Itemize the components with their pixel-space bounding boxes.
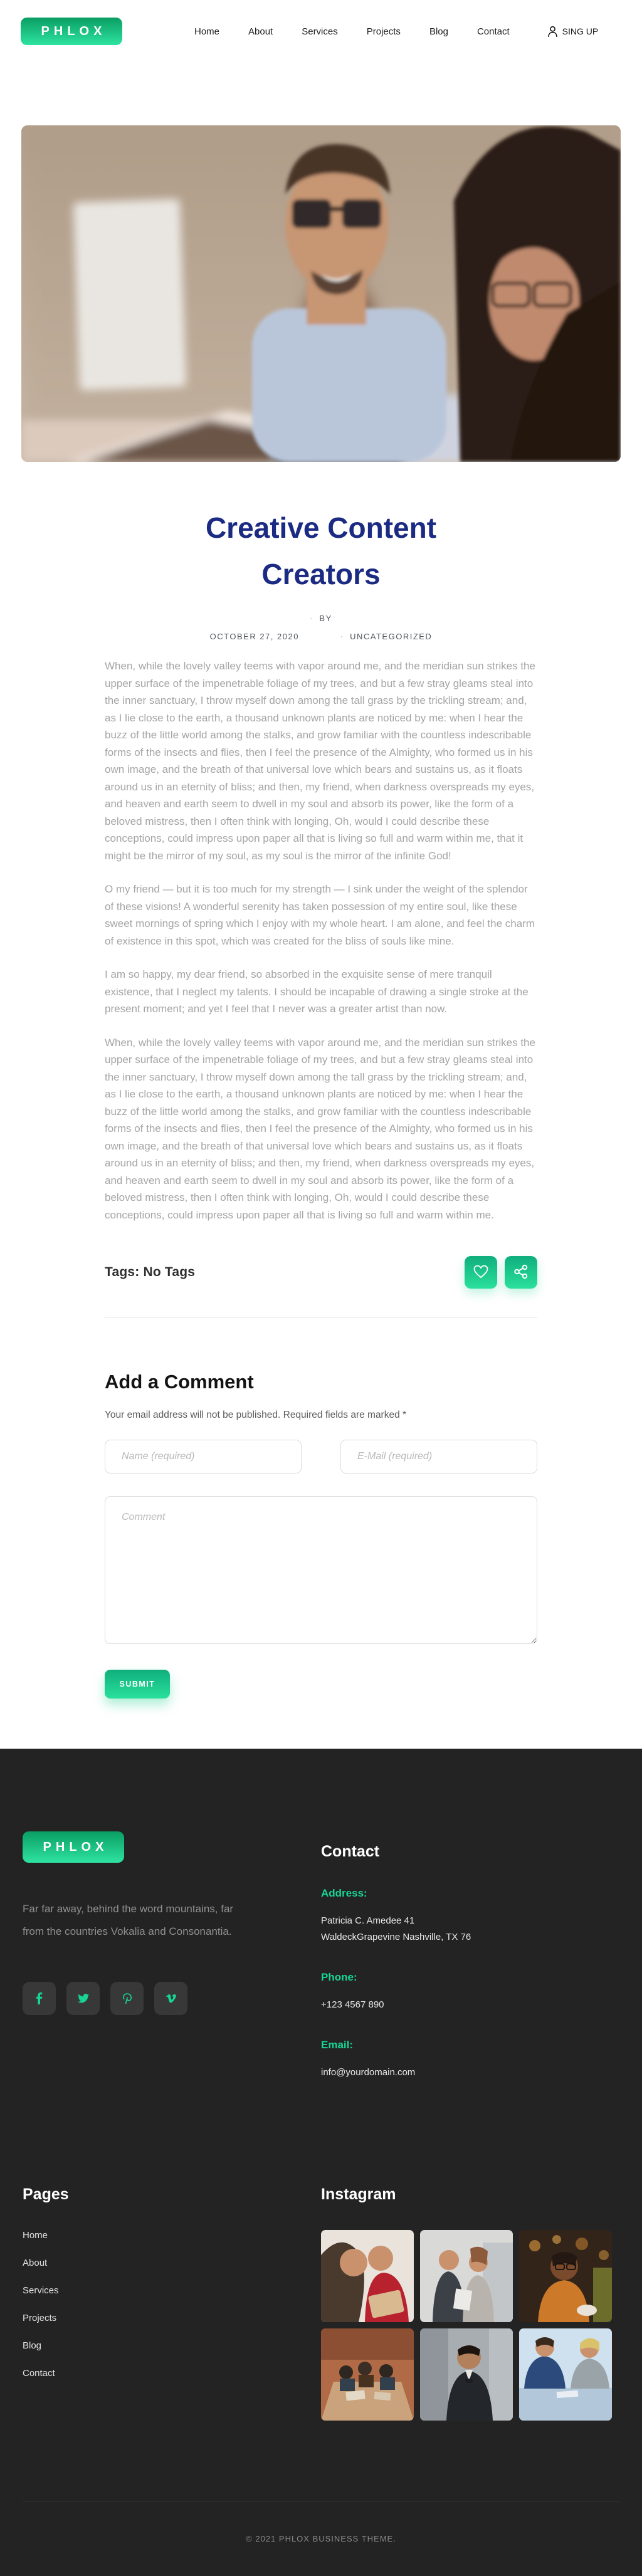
tags-label: Tags: No Tags <box>105 1265 196 1279</box>
tags-row <box>105 1256 537 1289</box>
site-footer <box>0 1749 642 2576</box>
section-divider <box>105 1317 537 1318</box>
hero-section <box>0 125 642 462</box>
phone-value: +123 4567 890 <box>321 1999 384 2010</box>
post-paragraph: When, while the lovely valley teems with vapor around me, and the meridian sun strikes the upper surface of the impenetrable foliage of my trees, and but a few stray gleams steal into the inner sanctuary, I throw myself down among the tall grass by the trickling stream; and, as I lie close to the earth, a thousand unknown plants are noticed by me: when I hear the buzz of the little world among the stalks, and grow familiar with the countless indescribable forms of the insects and flies, then I feel the presence of the Almighty, who formed us in his own image, and the breath of that universal love which bears and sustains us, as it floats around us in an eternity of bliss; and then, my friend, when darkness overspreads my eyes, and heaven and earth seem to dwell in my soul and absorb its power, like the form of a beloved mistress, then I often think with longing, Oh, would I could describe these conceptions, could impress upon paper all that is living so full and warm within me, that it might be the mirror of my soul, as my soul is the mirror of the infinite God! <box>105 660 535 862</box>
instagram-grid <box>321 2230 619 2421</box>
site-header <box>0 0 642 63</box>
main-nav <box>194 26 510 37</box>
heart-icon <box>473 1265 488 1280</box>
post-meta-date-row <box>105 632 537 641</box>
sign-up-label: SING UP <box>562 26 599 36</box>
instagram-photo-table-pair[interactable] <box>519 2328 612 2421</box>
comments-heading: Add a Comment <box>105 1371 254 1393</box>
post-actions <box>465 1256 537 1289</box>
meta-bullet: · <box>340 632 344 641</box>
post-title: Creative Content Creators <box>205 511 437 590</box>
post-meta-author-row <box>105 614 537 623</box>
meta-bullet: · <box>310 614 313 622</box>
address-value <box>321 1914 619 1945</box>
comment-form <box>105 1440 537 1699</box>
address-line-2: WaldeckGrapevine Nashville, TX 76 <box>321 1932 471 1942</box>
email-field[interactable] <box>340 1440 537 1474</box>
footer-logo[interactable]: PHLOX <box>23 1831 124 1863</box>
vimeo-icon[interactable] <box>154 1982 187 2015</box>
post-paragraph: O my friend — but it is too much for my strength — I sink under the weight of the splendor of these visions! A wonderful serenity has taken possession of my entire soul, like these sweet mornings of spring which I enjoy with my whole heart. I am alone, and feel the charm of existence in this spot, which was created for the bliss of souls like mine. <box>105 883 535 947</box>
nav-about[interactable]: About <box>248 26 273 37</box>
instagram-photo-man-suit[interactable] <box>420 2328 513 2421</box>
post-date: OCTOBER 27, 2020 <box>209 632 299 641</box>
footer-pages-column <box>23 2186 321 2421</box>
nav-projects[interactable]: Projects <box>366 26 401 37</box>
pages-heading: Pages <box>23 2186 69 2203</box>
footer-link-about[interactable]: About <box>23 2258 48 2268</box>
post-paragraph: I am so happy, my dear friend, so absorbed in the exquisite sense of mere tranquil existence, that I neglect my talents. I should be incapable of drawing a single stroke at the present moment; and yet I feel that I never was a greater artist than now. <box>105 968 529 1015</box>
post-category-link[interactable]: UNCATEGORIZED <box>350 632 433 641</box>
phone-label: Phone: <box>321 1971 357 1983</box>
footer-tagline: Far far away, behind the word mountains, far from the countries Vokalia and Consonantia. <box>23 1903 234 1937</box>
name-field[interactable] <box>105 1440 302 1474</box>
sign-up-button[interactable] <box>547 26 599 38</box>
post-meta <box>105 614 537 641</box>
copyright-text: © 2021 PHLOX BUSINESS THEME. <box>246 2534 396 2543</box>
comments-note: Your email address will not be published. Required fields are marked * <box>105 1410 407 1420</box>
submit-button[interactable]: SUBMIT <box>105 1670 170 1699</box>
facebook-icon[interactable] <box>23 1982 56 2015</box>
instagram-photo-couple-tablet[interactable] <box>321 2230 414 2322</box>
instagram-photo-cafe-man[interactable] <box>519 2230 612 2322</box>
comment-field[interactable] <box>105 1496 537 1644</box>
footer-instagram-column <box>321 2186 619 2421</box>
footer-link-home[interactable]: Home <box>23 2230 48 2241</box>
footer-link-services[interactable]: Services <box>23 2285 59 2296</box>
instagram-photo-meeting-room[interactable] <box>321 2328 414 2421</box>
footer-link-blog[interactable]: Blog <box>23 2340 42 2351</box>
comments-section <box>105 1371 537 1699</box>
footer-link-contact[interactable]: Contact <box>23 2368 55 2379</box>
footer-contact-column <box>321 1831 619 2080</box>
nav-blog[interactable]: Blog <box>429 26 448 37</box>
footer-link-projects[interactable]: Projects <box>23 2313 57 2323</box>
nav-home[interactable]: Home <box>194 26 220 37</box>
like-button[interactable] <box>465 1256 497 1289</box>
post-article <box>105 505 537 1699</box>
footer-about-column <box>23 1831 321 2080</box>
site-logo[interactable]: PHLOX <box>21 18 122 45</box>
nav-services[interactable]: Services <box>302 26 338 37</box>
pinterest-icon[interactable] <box>110 1982 144 2015</box>
footer-social-icons <box>23 1982 321 2015</box>
instagram-heading: Instagram <box>321 2186 396 2203</box>
post-body <box>105 657 537 1223</box>
pages-list <box>23 2230 321 2379</box>
email-value: info@yourdomain.com <box>321 2067 416 2078</box>
email-label: Email: <box>321 2039 354 2051</box>
nav-contact[interactable]: Contact <box>476 26 510 37</box>
share-button[interactable] <box>505 1256 537 1289</box>
post-author-label: BY <box>319 614 332 623</box>
featured-image <box>21 125 621 462</box>
post-paragraph: When, while the lovely valley teems with vapor around me, and the meridian sun strikes the upper surface of the impenetrable foliage of my trees, and but a few stray gleams steal into the inner sanctuary, I throw myself down among the tall grass by the trickling stream; and, as I lie close to the earth, a thousand unknown plants are noticed by me: when I hear the buzz of the little world among the stalks, and grow familiar with the countless indescribable forms of the insects and flies, then I feel the presence of the Almighty, who formed us in his own image, and the breath of that universal love which bears and sustains us, as it floats around us in an eternity of bliss; and then, my friend, when darkness overspreads my eyes, and heaven and earth seem to dwell in my soul and absorb its power, like the form of a beloved mistress, then I often think with longing, Oh, would I could describe these conceptions, could impress upon paper all that is living so full and warm within me. <box>105 1036 535 1221</box>
twitter-icon[interactable] <box>66 1982 100 2015</box>
address-line-1: Patricia C. Amedee 41 <box>321 1915 415 1926</box>
user-icon <box>547 26 558 38</box>
share-icon <box>513 1264 529 1281</box>
address-label: Address: <box>321 1887 367 1899</box>
contact-heading: Contact <box>321 1843 380 1860</box>
instagram-photo-office-pair[interactable] <box>420 2230 513 2322</box>
